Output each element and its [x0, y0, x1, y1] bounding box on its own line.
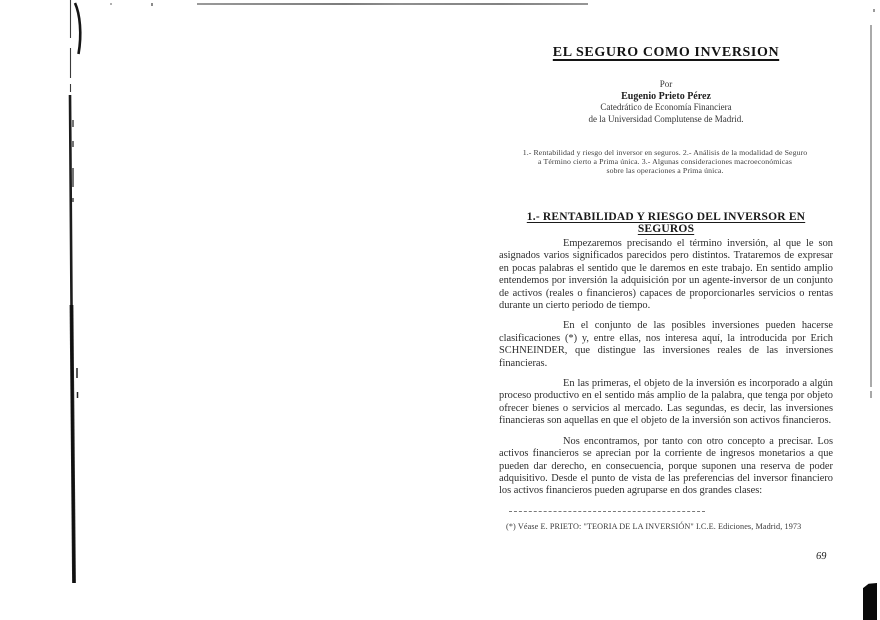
- paragraph: Empezaremos precisando el término inversión, al que le son asignados varios significados parecidos pero distintos. Trataremos de expresar en pocas palabras el sentido que le daremos en este trabajo. En sentido amplio entendemos por inversión la adquisición por un agente-inversor de un conjunto de activos (reales o financieros) capaces de proporcionarles servicios o rentas durante un cierto periodo de tiempo.: [499, 238, 833, 312]
- document-title: EL SEGURO COMO INVERSION: [552, 45, 780, 60]
- summary-line: a Término cierto a Prima única. 3.- Algunas consideraciones macroeconómicas: [538, 157, 792, 167]
- author-name: Eugenio Prieto Pérez: [621, 90, 711, 102]
- byline-por: Por: [659, 79, 673, 89]
- footnote-separator: [509, 511, 705, 512]
- paragraph: Nos encontramos, por tanto con otro concepto a precisar. Los activos financieros se aprecian por la corriente de ingresos monetarios a que pueden dar derecho, en consecuencia, porque suponen una reserva de poder adquisitivo. Desde el punto de vista de las preferencias del inversor financiero los activos financieros pueden agruparse en dos grandes clases:: [499, 435, 833, 497]
- body-text: [499, 238, 833, 506]
- summary-line: 1.- Rentabilidad y riesgo del inversor en seguros. 2.- Análisis de la modalidad de Seguro: [522, 148, 808, 157]
- paragraph: En el conjunto de las posibles inversiones pueden hacerse clasificaciones (*) y, entre ellas, nos interesa aquí, la introducida por Erich SCHNEINDER, que distingue las inversiones reales de las inversiones financieras.: [499, 320, 833, 369]
- author-role: Catedrático de Economía Financiera: [600, 102, 732, 112]
- page-number: 69: [815, 551, 828, 562]
- author-institution: de la Universidad Complutense de Madrid.: [588, 113, 744, 124]
- paragraph: En las primeras, el objeto de la inversión es incorporado a algún proceso productivo en el sentido más amplio de la palabra, que tenga por objeto ofrecer bienes o servicios al mercado. Las segundas, es decir, las inversiones financieras son aquellas en que el objeto de la inversión son activos financieros.: [499, 378, 833, 427]
- byline: [500, 79, 832, 125]
- section-heading: 1.- RENTABILIDAD Y RIESGO DEL INVERSOR EN SEGUROS: [526, 211, 806, 235]
- contents-summary: [494, 148, 836, 176]
- summary-line: sobre las operaciones a Prima única.: [606, 166, 724, 176]
- footnote: (*) Véase E. PRIETO: "TEORIA DE LA INVERSIÓN" I.C.E. Ediciones, Madrid, 1973: [506, 522, 802, 531]
